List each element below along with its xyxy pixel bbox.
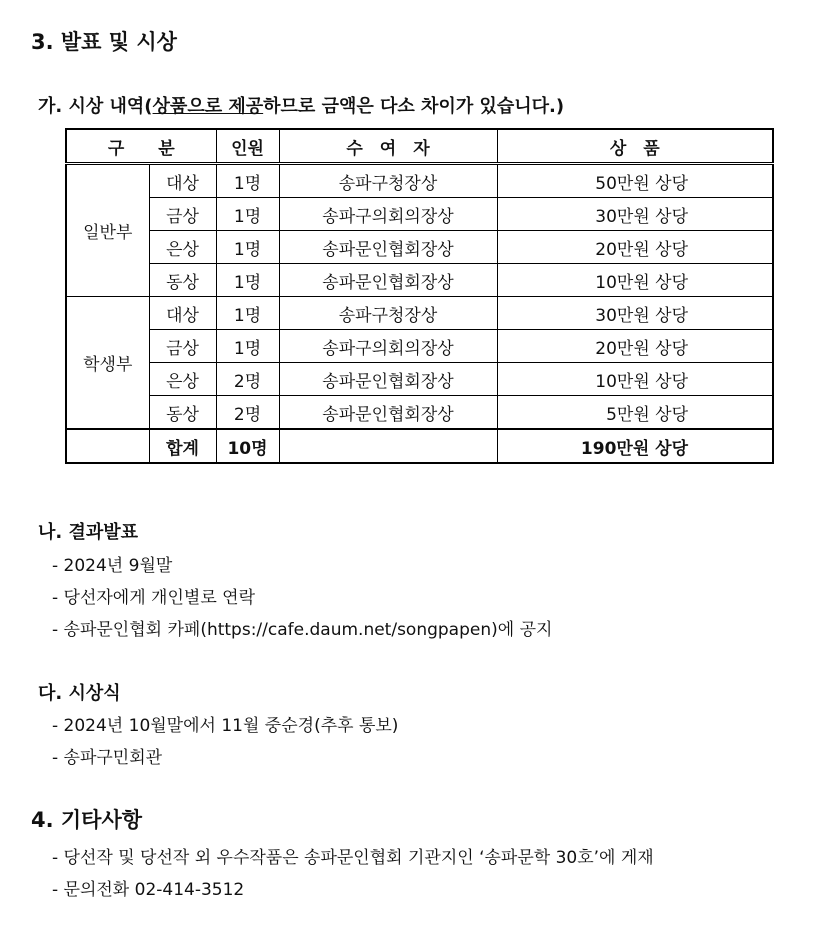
table-header-row <box>66 129 773 164</box>
giver-cell: 송파구의회의장상 <box>279 198 497 231</box>
award-cell: 금상 <box>149 198 216 231</box>
table-row <box>66 264 773 297</box>
award-cell: 은상 <box>149 363 216 396</box>
table-row <box>66 363 773 396</box>
giver-cell: 송파구청장상 <box>279 297 497 330</box>
award-heading-suffix: 하므로 금액은 다소 차이가 있습니다.) <box>263 96 565 117</box>
header-category: 구 분 <box>66 129 216 164</box>
count-cell: 1명 <box>216 231 279 264</box>
prize-cell: 30만원 상당 <box>497 297 773 330</box>
total-empty-giver <box>279 429 497 463</box>
giver-cell: 송파구청장상 <box>279 164 497 198</box>
prize-cell: 5만원 상당 <box>497 396 773 430</box>
section-4-title: 4. 기타사항 <box>31 808 143 832</box>
award-cell: 동상 <box>149 396 216 430</box>
results-item: - 당선자에게 개인별로 연락 <box>52 588 255 608</box>
prize-cell: 10만원 상당 <box>497 264 773 297</box>
award-heading-prefix: 가. 시상 내역( <box>38 96 153 117</box>
results-item: - 2024년 9월말 <box>52 556 173 576</box>
prize-cell: 20만원 상당 <box>497 330 773 363</box>
giver-cell: 송파문인협회장상 <box>279 363 497 396</box>
prize-cell: 10만원 상당 <box>497 363 773 396</box>
header-giver: 수 여 자 <box>279 129 497 164</box>
prize-cell: 30만원 상당 <box>497 198 773 231</box>
award-cell: 동상 <box>149 264 216 297</box>
count-cell: 1명 <box>216 198 279 231</box>
total-count: 10명 <box>216 429 279 463</box>
group-name: 일반부 <box>66 164 149 297</box>
table-row <box>66 231 773 264</box>
count-cell: 1명 <box>216 164 279 198</box>
count-cell: 1명 <box>216 330 279 363</box>
award-cell: 대상 <box>149 164 216 198</box>
results-item: - 송파문인협회 카페(https://cafe.daum.net/songpapen)에 공지 <box>52 620 553 640</box>
giver-cell: 송파문인협회장상 <box>279 264 497 297</box>
giver-cell: 송파문인협회장상 <box>279 231 497 264</box>
table-row <box>66 164 773 198</box>
ceremony-heading: 다. 시상식 <box>38 683 121 704</box>
header-count: 인원 <box>216 129 279 164</box>
table-row <box>66 297 773 330</box>
total-prize: 190만원 상당 <box>497 429 773 463</box>
prize-cell: 20만원 상당 <box>497 231 773 264</box>
ceremony-item: - 2024년 10월말에서 11월 중순경(추후 통보) <box>52 716 399 736</box>
count-cell: 1명 <box>216 264 279 297</box>
section-3-title: 3. 발표 및 시상 <box>31 30 177 54</box>
header-prize: 상 품 <box>497 129 773 164</box>
giver-cell: 송파문인협회장상 <box>279 396 497 430</box>
award-details-heading <box>38 92 564 118</box>
award-cell: 금상 <box>149 330 216 363</box>
total-empty-cell <box>66 429 149 463</box>
total-row <box>66 429 773 463</box>
misc-item: - 당선작 및 당선작 외 우수작품은 송파문인협회 기관지인 ‘송파문학 30호’에 게재 <box>52 848 654 868</box>
award-cell: 대상 <box>149 297 216 330</box>
table-row <box>66 330 773 363</box>
prize-cell: 50만원 상당 <box>497 164 773 198</box>
table-row <box>66 396 773 430</box>
table-row <box>66 198 773 231</box>
count-cell: 2명 <box>216 363 279 396</box>
ceremony-item: - 송파구민회관 <box>52 748 163 768</box>
results-heading: 나. 결과발표 <box>38 522 139 543</box>
total-label: 합계 <box>149 429 216 463</box>
award-heading-underlined: 상품으로 제공 <box>152 96 264 117</box>
award-cell: 은상 <box>149 231 216 264</box>
count-cell: 2명 <box>216 396 279 430</box>
misc-item: - 문의전화 02-414-3512 <box>52 880 245 900</box>
count-cell: 1명 <box>216 297 279 330</box>
giver-cell: 송파구의회의장상 <box>279 330 497 363</box>
prize-table <box>65 128 774 464</box>
group-name: 학생부 <box>66 297 149 430</box>
